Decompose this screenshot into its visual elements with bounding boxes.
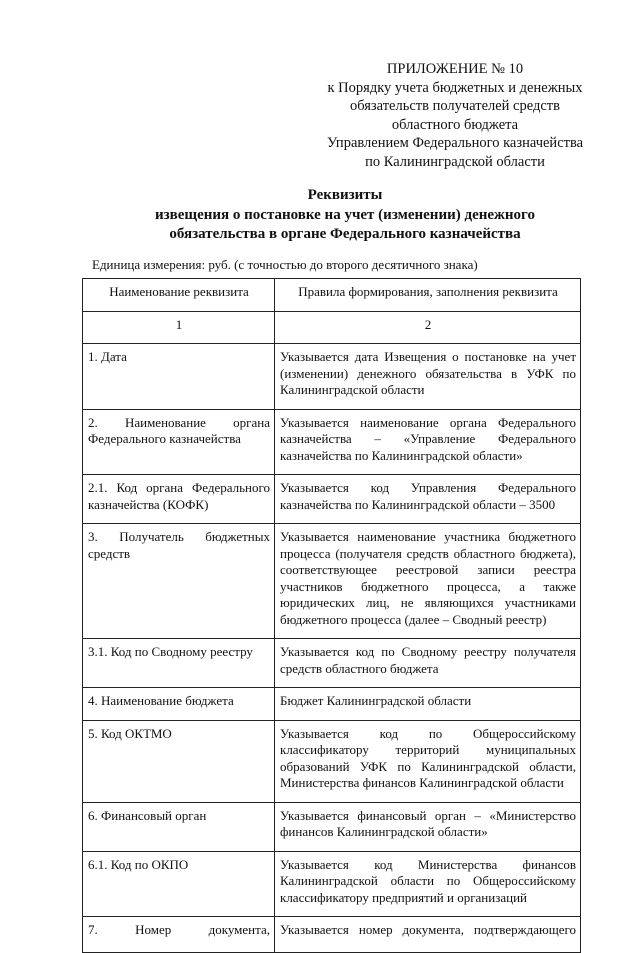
table-row (83, 639, 581, 688)
requisite-name: 6.1. Код по ОКПО (83, 851, 275, 917)
table-row (83, 344, 581, 410)
requisites-table (82, 278, 581, 953)
title-line: обязательства в органе Федерального казначейства (169, 226, 521, 242)
column-number: 2 (275, 311, 581, 344)
requisite-rule: Указывается код по Сводному реестру получателя средств областного бюджета (275, 639, 581, 688)
requisite-rule: Указывается номер документа, подтверждающего (275, 917, 581, 953)
table-row (83, 802, 581, 851)
requisite-rule: Указывается финансовый орган – «Министерство финансов Калининградской области» (275, 802, 581, 851)
appendix-line: обязательств получателей средств (349, 98, 560, 114)
requisite-rule: Указывается код Министерства финансов Калининградской области по Общероссийскому классификатору предприятий и организаций (275, 851, 581, 917)
table-row (83, 688, 581, 721)
requisite-name: 3. Получатель бюджетных средств (83, 524, 275, 639)
requisite-rule: Указывается наименование органа Федерального казначейства – «Управление Федерального казначейства по Калининградской области» (275, 409, 581, 475)
requisite-name: 2.1. Код органа Федерального казначейства (КОФК) (83, 475, 275, 524)
table-row (83, 409, 581, 475)
appendix-line: ПРИЛОЖЕНИЕ № 10 (386, 61, 524, 77)
appendix-line: по Калининградской области (365, 153, 545, 170)
appendix-header (300, 60, 610, 171)
table-row (83, 917, 581, 953)
appendix-line: к Порядку учета бюджетных и денежных (327, 79, 583, 96)
requisite-name: 6. Финансовый орган (83, 802, 275, 851)
requisite-name: 1. Дата (83, 344, 275, 410)
requisite-rule: Бюджет Калининградской области (275, 688, 581, 721)
requisite-rule: Указывается дата Извещения о постановке на учет (изменении) денежного обязательства в УФК по Калининградской области (275, 344, 581, 410)
requisite-name: 7. Номер документа, (83, 917, 275, 953)
title-line: Реквизиты (307, 187, 383, 203)
table-row (83, 524, 581, 639)
requisite-name: 3.1. Код по Сводному реестру (83, 639, 275, 688)
requisite-rule: Указывается наименование участника бюджетного процесса (получателя средств областного бюджета), соответствующее реестровой записи реестра участников бюджетного процесса, а также юридических лиц, не являющихся участниками бюджетного процесса (далее – Сводный реестр) (275, 524, 581, 639)
requisite-rule: Указывается код по Общероссийскому классификатору территорий муниципальных образований УФК по Калининградской области, Министерства финансов Калининградской области (275, 720, 581, 802)
table-row (83, 475, 581, 524)
requisite-rule: Указывается код Управления Федерального казначейства по Калининградской области – 3500 (275, 475, 581, 524)
appendix-line: Управлением Федерального казначейства (326, 135, 584, 151)
table-header-row (83, 279, 581, 312)
requisite-name: 5. Код ОКТМО (83, 720, 275, 802)
appendix-line: областного бюджета (391, 116, 519, 133)
table-row (83, 851, 581, 917)
column-number-row (83, 311, 581, 344)
unit-note: Единица измерения: руб. (с точностью до второго десятичного знака) (92, 257, 478, 272)
requisite-name: 4. Наименование бюджета (83, 688, 275, 721)
table-row (83, 720, 581, 802)
document-title (60, 186, 630, 245)
header-cell-name: Наименование реквизита (83, 279, 275, 312)
header-cell-rule: Правила формирования, заполнения реквизита (275, 279, 581, 312)
title-line: извещения о постановке на учет (изменении) денежного (155, 206, 535, 223)
column-number: 1 (83, 311, 275, 344)
requisite-name: 2. Наименование органа Федерального казначейства (83, 409, 275, 475)
